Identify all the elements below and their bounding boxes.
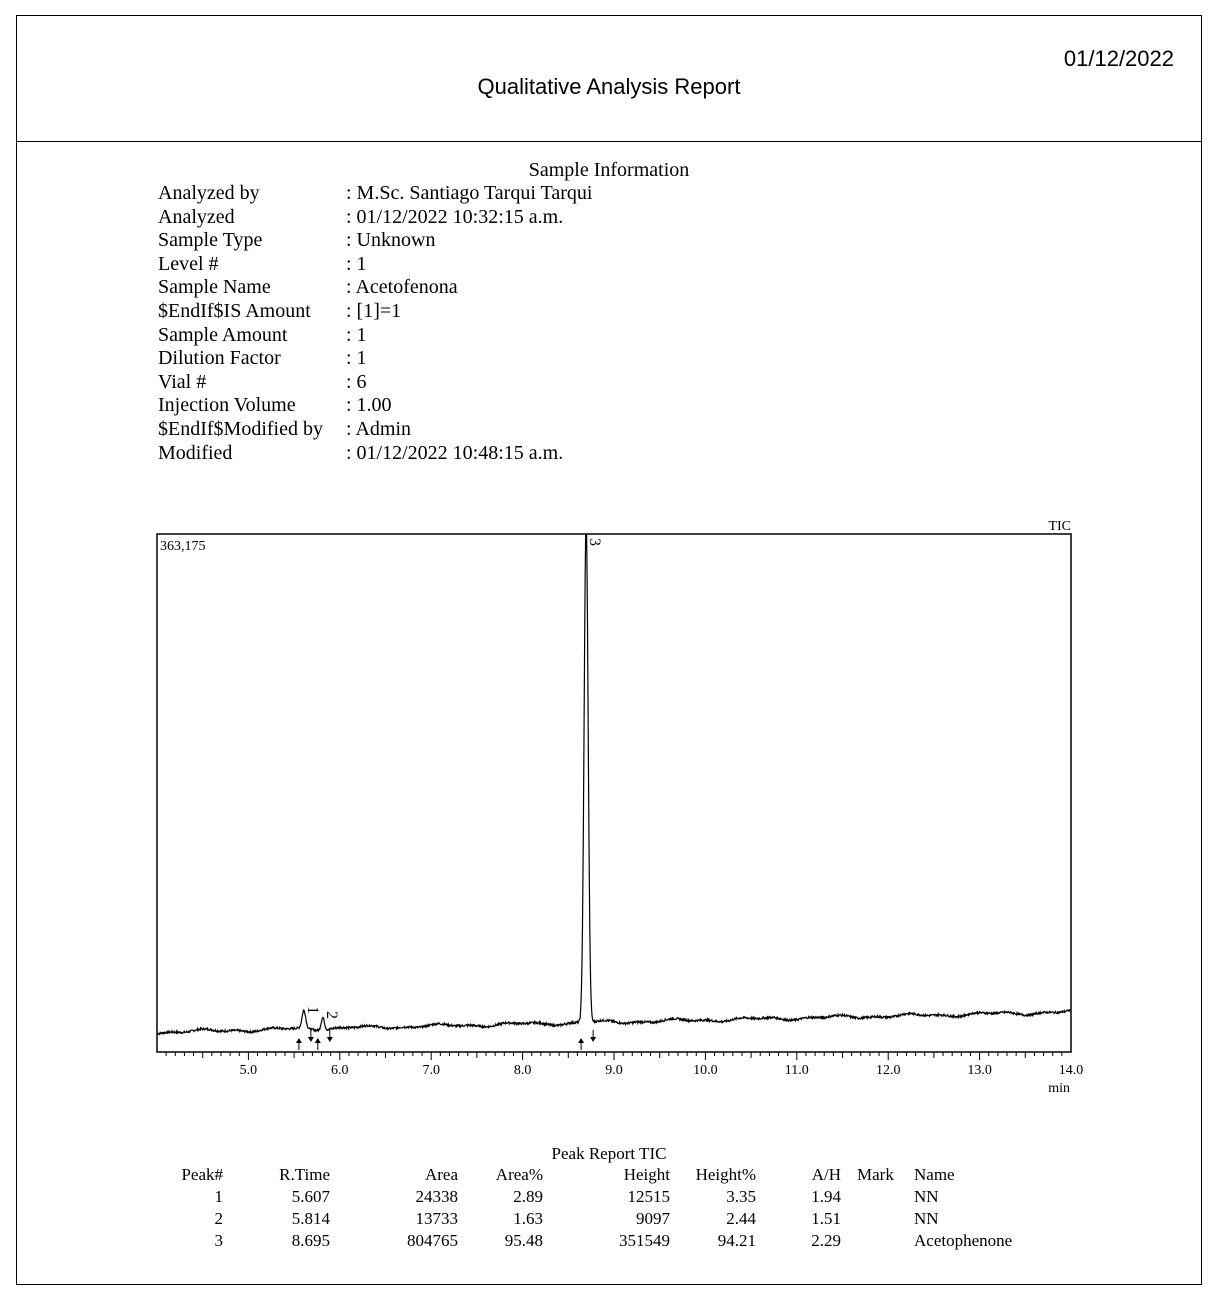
sample-info-value: : 1 (346, 323, 367, 346)
peak-report-header: A/H (811, 1165, 841, 1184)
peak-report-cell: 3.35 (726, 1187, 756, 1206)
peak-report-header: R.Time (279, 1165, 330, 1184)
peak-report-header: Height% (695, 1165, 756, 1184)
sample-info-label: Vial # (158, 370, 207, 393)
x-axis-label: min (1048, 1081, 1070, 1096)
sample-info-label: Level # (158, 252, 219, 275)
peak-report-cell: 2.89 (513, 1187, 543, 1206)
peak-report-header: Peak# (181, 1165, 223, 1184)
sample-info-value: : M.Sc. Santiago Tarqui Tarqui (346, 182, 593, 204)
peak-report-header: Area (424, 1165, 458, 1184)
sample-info-label: $EndIf$Modified by (158, 418, 323, 440)
sample-info-label: $EndIf$IS Amount (158, 300, 311, 322)
peak-end-arrow (327, 1037, 333, 1042)
sample-info-value: : [1]=1 (346, 300, 402, 322)
peak-report-cell: 13733 (415, 1209, 458, 1228)
x-tick-label: 8.0 (513, 1063, 532, 1078)
tic-trace (157, 534, 1071, 1034)
sample-info-label: Sample Amount (158, 323, 288, 346)
sample-info-value: : 6 (346, 370, 367, 393)
peak-report-cell: 1.94 (811, 1187, 841, 1206)
peak-report-title: Peak Report TIC (551, 1144, 667, 1163)
x-tick-label: 12.0 (875, 1063, 901, 1078)
peak-start-arrow (296, 1038, 302, 1043)
peak-report-cell: 8.695 (291, 1231, 330, 1250)
peak-report-header: Height (623, 1165, 670, 1184)
peak-report-cell: 351549 (619, 1231, 670, 1250)
peak-report-cell: 12515 (627, 1187, 670, 1206)
x-tick-label: 7.0 (422, 1063, 440, 1078)
x-tick-label: 5.0 (239, 1063, 258, 1078)
sample-info-value: : 01/12/2022 10:32:15 a.m. (346, 205, 564, 228)
sample-info-label: Sample Type (158, 229, 263, 252)
peak-label: 1 (303, 1006, 321, 1015)
sample-info-value: : Acetofenona (346, 276, 458, 299)
peak-end-arrow (590, 1037, 596, 1042)
peak-report-cell: 1.51 (811, 1209, 841, 1228)
sample-info-value: : Unknown (346, 229, 436, 252)
peak-end-arrow (308, 1037, 314, 1042)
x-tick-label: 14.0 (1058, 1063, 1084, 1078)
x-tick-label: 13.0 (967, 1063, 992, 1078)
x-tick-label: 10.0 (693, 1063, 718, 1078)
peak-report-cell: NN (914, 1209, 939, 1228)
sample-info-value: : 01/12/2022 10:48:15 a.m. (346, 441, 564, 464)
peak-report-header: Name (914, 1165, 955, 1184)
sample-info-label: Injection Volume (158, 394, 296, 417)
x-tick-label: 9.0 (605, 1063, 623, 1078)
peak-start-arrow (315, 1038, 321, 1043)
peak-report-cell: 2.29 (811, 1231, 841, 1250)
y-max-label: 363,175 (160, 539, 206, 554)
peak-report-cell: 95.48 (504, 1231, 543, 1250)
peak-report-header: Area% (495, 1165, 543, 1184)
peak-start-arrow (578, 1038, 584, 1043)
peak-report-cell: 9097 (636, 1209, 670, 1228)
sample-info-title: Sample Information (528, 159, 690, 181)
peak-report-cell: 94.21 (717, 1231, 756, 1250)
sample-info-label: Analyzed (158, 205, 235, 228)
sample-info-value: : Admin (346, 418, 412, 440)
report-title: Qualitative Analysis Report (477, 74, 741, 99)
sample-info-value: : 1 (346, 347, 367, 370)
peak-report-cell: Acetophenone (914, 1231, 1013, 1250)
peak-report-cell: 2.44 (726, 1209, 756, 1228)
peak-report-cell: 1 (214, 1187, 223, 1206)
peak-report-cell: 1.63 (513, 1209, 543, 1228)
peak-report-cell: 5.814 (291, 1209, 330, 1228)
x-tick-label: 6.0 (331, 1063, 349, 1078)
report-date: 01/12/2022 (1063, 46, 1174, 71)
sample-info-label: Dilution Factor (158, 347, 281, 370)
peak-report-cell: 2 (214, 1209, 223, 1228)
peak-report-cell: 24338 (415, 1187, 458, 1206)
sample-info-value: : 1.00 (346, 394, 392, 417)
sample-info-label: Modified (158, 441, 233, 464)
sample-info-label: Sample Name (158, 276, 271, 299)
peak-label: 2 (322, 1011, 340, 1020)
chart-title: TIC (1048, 519, 1071, 534)
plot-frame (157, 534, 1071, 1052)
peak-label: 3 (586, 538, 604, 546)
sample-info-label: Analyzed by (158, 182, 260, 204)
sample-info-value: : 1 (346, 252, 367, 275)
peak-report-cell: 804765 (407, 1231, 458, 1250)
peak-report-header: Mark (857, 1165, 894, 1184)
x-tick-label: 11.0 (784, 1063, 809, 1078)
peak-report-cell: NN (914, 1187, 939, 1206)
peak-report-cell: 5.607 (291, 1187, 330, 1206)
peak-report-cell: 3 (214, 1231, 223, 1250)
